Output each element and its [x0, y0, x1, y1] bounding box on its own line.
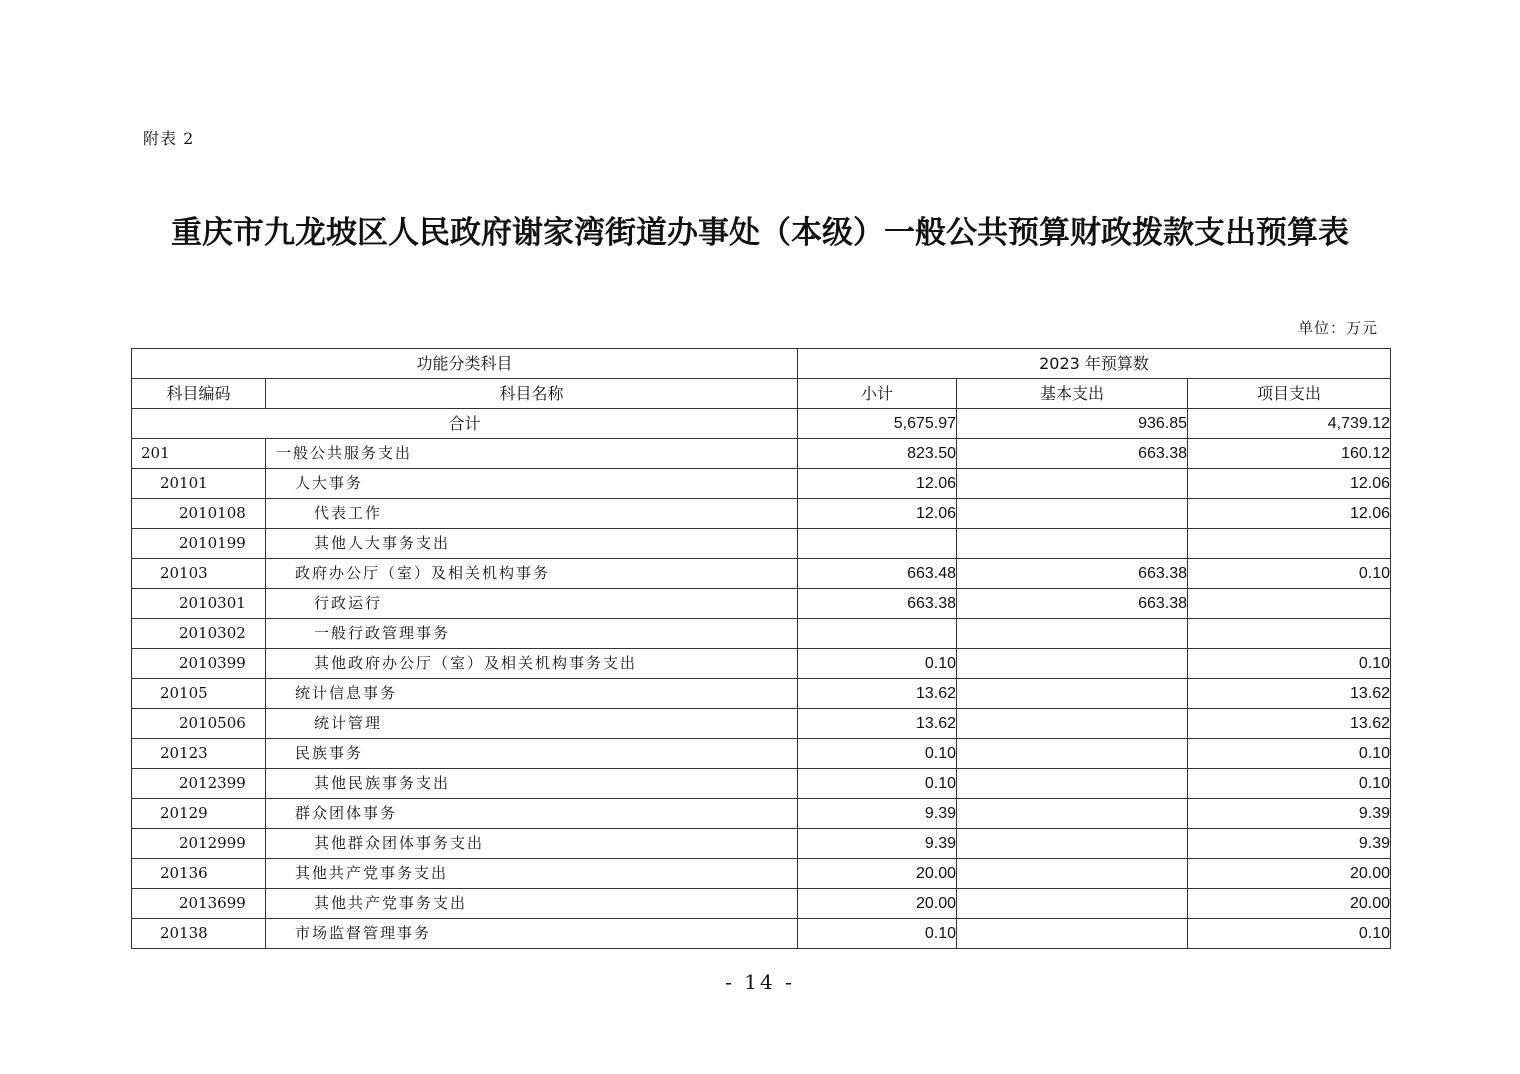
row-subtotal: 13.62: [798, 679, 957, 709]
row-project: 12.06: [1188, 469, 1391, 499]
row-basic: [957, 649, 1188, 679]
row-subtotal: 0.10: [798, 739, 957, 769]
row-project: 0.10: [1188, 559, 1391, 589]
row-project: 0.10: [1188, 739, 1391, 769]
row-basic: [957, 499, 1188, 529]
row-basic: [957, 889, 1188, 919]
table-row: [132, 709, 1391, 739]
row-subtotal: 12.06: [798, 469, 957, 499]
table-row: [132, 799, 1391, 829]
row-project: 9.39: [1188, 799, 1391, 829]
row-name: 其他人大事务支出: [266, 529, 798, 559]
total-subtotal: 5,675.97: [798, 409, 957, 439]
table-row: [132, 919, 1391, 949]
row-project: 0.10: [1188, 649, 1391, 679]
row-name: 其他民族事务支出: [266, 769, 798, 799]
row-name: 其他共产党事务支出: [266, 859, 798, 889]
table-row: [132, 649, 1391, 679]
row-project: 13.62: [1188, 709, 1391, 739]
row-code: 20136: [132, 859, 266, 889]
row-basic: [957, 859, 1188, 889]
total-project: 4,739.12: [1188, 409, 1391, 439]
row-code: 2010506: [132, 709, 266, 739]
row-code: 20123: [132, 739, 266, 769]
row-name: 代表工作: [266, 499, 798, 529]
row-code: 2010399: [132, 649, 266, 679]
table-row: [132, 559, 1391, 589]
row-basic: [957, 919, 1188, 949]
row-basic: [957, 829, 1188, 859]
row-basic: 663.38: [957, 439, 1188, 469]
table-row: [132, 529, 1391, 559]
row-basic: [957, 709, 1188, 739]
row-code: 20105: [132, 679, 266, 709]
column-header-row: [132, 379, 1391, 409]
row-name: 其他共产党事务支出: [266, 889, 798, 919]
row-subtotal: 0.10: [798, 769, 957, 799]
row-basic: [957, 799, 1188, 829]
row-code: 201: [132, 439, 266, 469]
row-subtotal: 663.48: [798, 559, 957, 589]
row-basic: [957, 529, 1188, 559]
row-subtotal: 0.10: [798, 649, 957, 679]
column-header-subtotal: 小计: [798, 379, 957, 409]
row-name: 统计信息事务: [266, 679, 798, 709]
table-row: [132, 619, 1391, 649]
row-name: 一般公共服务支出: [266, 439, 798, 469]
row-basic: 663.38: [957, 559, 1188, 589]
row-project: 160.12: [1188, 439, 1391, 469]
row-project: 12.06: [1188, 499, 1391, 529]
table-row: [132, 769, 1391, 799]
column-header-basic: 基本支出: [957, 379, 1188, 409]
row-name: 政府办公厅（室）及相关机构事务: [266, 559, 798, 589]
row-code: 2010108: [132, 499, 266, 529]
attachment-label: 附表 2: [143, 129, 195, 148]
row-code: 20129: [132, 799, 266, 829]
table-row: [132, 679, 1391, 709]
row-subtotal: 9.39: [798, 829, 957, 859]
table-row: [132, 589, 1391, 619]
row-code: 20103: [132, 559, 266, 589]
row-subtotal: 823.50: [798, 439, 957, 469]
row-subtotal: 0.10: [798, 919, 957, 949]
column-header-name: 科目名称: [266, 379, 798, 409]
row-project: 20.00: [1188, 859, 1391, 889]
row-subtotal: 13.62: [798, 709, 957, 739]
table-row: [132, 829, 1391, 859]
row-code: 2010301: [132, 589, 266, 619]
row-project: 0.10: [1188, 769, 1391, 799]
row-subtotal: 20.00: [798, 859, 957, 889]
row-code: 20138: [132, 919, 266, 949]
row-code: 20101: [132, 469, 266, 499]
row-basic: [957, 769, 1188, 799]
table-row: [132, 739, 1391, 769]
row-basic: [957, 679, 1188, 709]
row-name: 行政运行: [266, 589, 798, 619]
row-project: [1188, 619, 1391, 649]
total-basic: 936.85: [957, 409, 1188, 439]
row-name: 其他群众团体事务支出: [266, 829, 798, 859]
total-row: [132, 409, 1391, 439]
row-code: 2012999: [132, 829, 266, 859]
row-project: [1188, 529, 1391, 559]
row-name: 人大事务: [266, 469, 798, 499]
row-project: 9.39: [1188, 829, 1391, 859]
row-name: 民族事务: [266, 739, 798, 769]
row-project: [1188, 589, 1391, 619]
document-title: 重庆市九龙坡区人民政府谢家湾街道办事处（本级）一般公共预算财政拨款支出预算表: [171, 215, 1349, 251]
row-subtotal: 20.00: [798, 889, 957, 919]
row-project: 20.00: [1188, 889, 1391, 919]
row-subtotal: 663.38: [798, 589, 957, 619]
group-header-function-classification: 功能分类科目: [132, 349, 798, 379]
table-row: [132, 889, 1391, 919]
page-number: - 14 -: [725, 970, 795, 994]
row-basic: 663.38: [957, 589, 1188, 619]
row-subtotal: 12.06: [798, 499, 957, 529]
row-subtotal: [798, 529, 957, 559]
total-label: 合计: [132, 409, 798, 439]
row-subtotal: 9.39: [798, 799, 957, 829]
group-header-budget-year: 2023 年预算数: [798, 349, 1391, 379]
row-basic: [957, 739, 1188, 769]
table-row: [132, 859, 1391, 889]
column-header-code: 科目编码: [132, 379, 266, 409]
row-project: 0.10: [1188, 919, 1391, 949]
row-project: 13.62: [1188, 679, 1391, 709]
row-name: 统计管理: [266, 709, 798, 739]
row-name: 群众团体事务: [266, 799, 798, 829]
row-code: 2010302: [132, 619, 266, 649]
table-row: [132, 439, 1391, 469]
unit-label: 单位：万元: [1297, 319, 1378, 337]
budget-table: [131, 348, 1391, 949]
row-name: 市场监督管理事务: [266, 919, 798, 949]
group-header-row: [132, 349, 1391, 379]
table-row: [132, 499, 1391, 529]
column-header-project: 项目支出: [1188, 379, 1391, 409]
row-name: 一般行政管理事务: [266, 619, 798, 649]
row-code: 2013699: [132, 889, 266, 919]
table-row: [132, 469, 1391, 499]
row-basic: [957, 469, 1188, 499]
row-subtotal: [798, 619, 957, 649]
row-name: 其他政府办公厅（室）及相关机构事务支出: [266, 649, 798, 679]
row-code: 2010199: [132, 529, 266, 559]
row-basic: [957, 619, 1188, 649]
row-code: 2012399: [132, 769, 266, 799]
